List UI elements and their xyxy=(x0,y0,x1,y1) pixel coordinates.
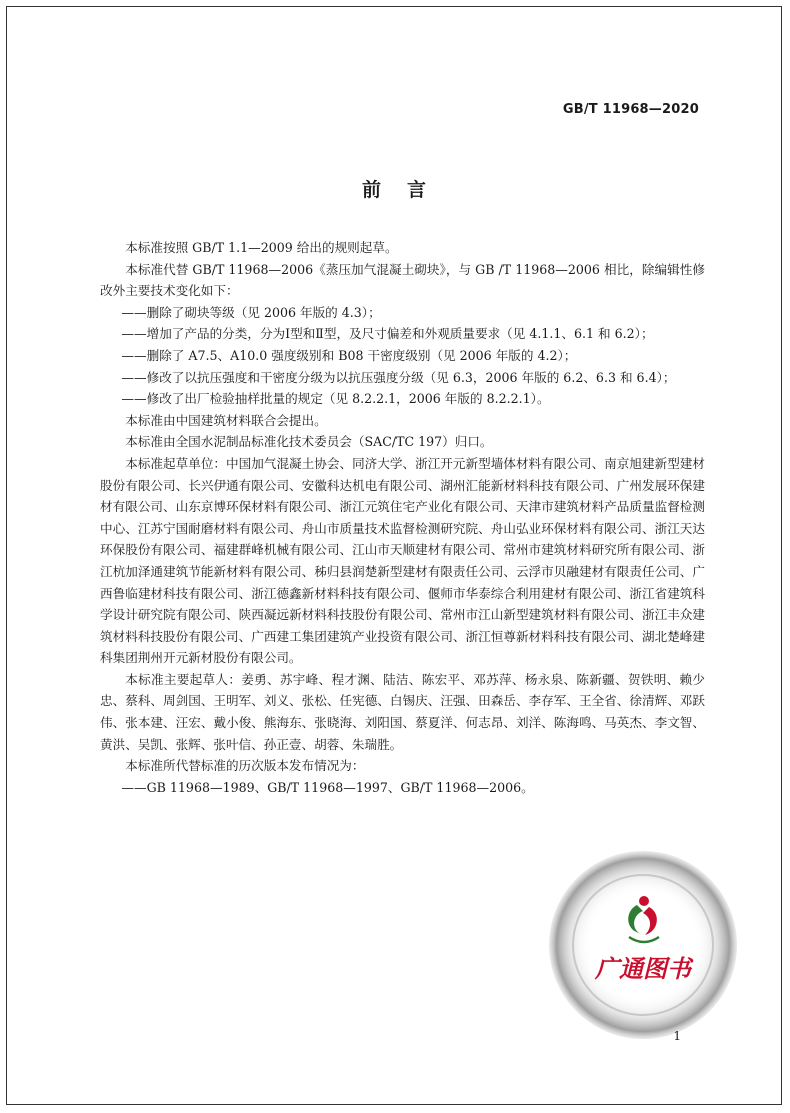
document-page xyxy=(6,6,782,1105)
history-item: ——GB 11968—1989、GB/T 11968—1997、GB/T 11968—2006。 xyxy=(121,779,534,795)
paragraph-drafting-rules: 本标准按照 GB/T 1.1—2009 给出的规则起草。 xyxy=(125,240,398,255)
change-item: ——增加了产品的分类，分为Ⅰ型和Ⅱ型，及尺寸偏差和外观质量要求（见 4.1.1、6.1 和 6.2）； xyxy=(121,326,654,342)
document-body xyxy=(100,237,705,798)
page-number: 1 xyxy=(673,1029,681,1043)
change-item: ——删除了 A7.5、A10.0 强度级别和 B08 干密度级别（见 2006 年版的 4.2）； xyxy=(121,347,577,363)
standard-code: GB/T 11968—2020 xyxy=(562,102,699,117)
paragraph-history: 本标准所代替标准的历次版本发布情况为： xyxy=(125,758,365,774)
watermark-logo xyxy=(545,847,741,1043)
paragraph-drafters: 本标准主要起草人：姜勇、苏宇峰、程才渊、陆洁、陈宏平、邓苏萍、杨永泉、陈新疆、贺铁明、赖少忠、蔡科、周剑国、王明军、刘义、张松、任宪德、白锡庆、汪强、田森岳、李存军、王全省、徐清辉、邓跃伟、张本建、汪宏、戴小俊、熊海东、张晓海、刘阳国、蔡夏洋、何志昂、刘洋、陈海鸣、马英杰、李文智、黄洪、吴凯、张辉、张叶信、孙正壹、胡蓉、朱瑞胜。 xyxy=(100,671,705,752)
change-item: ——删除了砌块等级（见 2006 年版的 4.3）； xyxy=(121,304,381,320)
watermark-text: 广通图书 xyxy=(595,954,691,983)
paragraph-proposer: 本标准由中国建筑材料联合会提出。 xyxy=(125,412,327,428)
paragraph-replacement: 本标准代替 GB/T 11968—2006《蒸压加气混凝土砌块》，与 GB /T 11968—2006 相比，除编辑性修改外主要技术变化如下： xyxy=(100,261,705,299)
paragraph-drafting-units: 本标准起草单位：中国加气混凝土协会、同济大学、浙江开元新型墙体材料有限公司、南京旭建新型建材股份有限公司、长兴伊通有限公司、安徽科达机电有限公司、湖州汇能新材料科技有限公司、广州发展环保建材有限公司、山东京博环保材料有限公司、浙江元筑住宅产业化有限公司、天津市建筑材料产品质量监督检测中心、江苏宁国耐磨材料有限公司、舟山市质量技术监督检测研究院、舟山弘业环保材料有限公司、浙江天达环保股份有限公司、福建群峰机械有限公司、江山市天顺建材有限公司、常州市建筑材料研究所有限公司、浙江杭加泽通建筑节能新材料有限公司、秭归县润楚新型建材有限责任公司、云浮市贝融建材有限责任公司、广西鲁临建材科技有限公司、浙江德鑫新材料科技有限公司、偃师市华泰综合利用建材有限公司、浙江省建筑科学设计研究院有限公司、陕西凝远新材料科技股份有限公司、常州市江山新型建筑材料有限公司、浙江丰众建筑材料科技股份有限公司、广西建工集团建筑产业投资有限公司、浙江恒尊新材料科技有限公司、湖北楚峰建科集团荆州开元新材股份有限公司。 xyxy=(100,455,705,666)
page-title: 前言 xyxy=(361,179,452,201)
paragraph-committee: 本标准由全国水泥制品标准化技术委员会（SAC/TC 197）归口。 xyxy=(125,434,493,450)
watermark-ring xyxy=(549,851,737,1039)
change-item: ——修改了出厂检验抽样批量的规定（见 8.2.2.1，2006 年版的 8.2.2.1）。 xyxy=(121,391,550,407)
change-item: ——修改了以抗压强度和干密度分级为以抗压强度分级（见 6.3，2006 年版的 6.2、6.3 和 6.4）； xyxy=(121,369,676,385)
